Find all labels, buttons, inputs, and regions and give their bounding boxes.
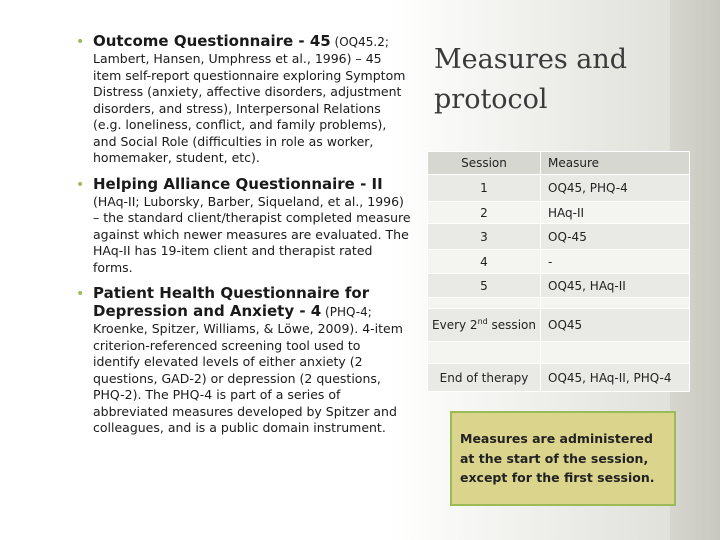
bullet-haq	[76, 175, 411, 277]
protocol-table	[427, 151, 690, 392]
session-cell: 4	[428, 250, 541, 274]
measure-cell: OQ45, HAq-II, PHQ-4	[541, 364, 690, 392]
callout-note: Measures are administered at the start of the session, except for the first session.	[450, 411, 676, 506]
bullet-list	[76, 32, 411, 445]
table-row	[428, 309, 690, 342]
bullet-dot-icon: •	[76, 176, 85, 193]
session-cell: 1	[428, 175, 541, 202]
column-header-measure: Measure	[541, 152, 690, 175]
table-header-row	[428, 152, 690, 175]
table-row	[428, 175, 690, 202]
measure-cell: OQ45, HAq-II	[541, 274, 690, 298]
session-cell: 3	[428, 224, 541, 250]
bullet-body: Lambert, Hansen, Umphress et al., 1996) – 45 item self-report questionnaire exploring Symptom Distress (anxiety, affective disorders, adjustment disorders, and stress), Interpersonal Relations (e.g. loneliness, conflict, and family problems), and Social Role (difficulties in role as worker, homemaker, student, etc).	[93, 51, 406, 165]
measure-cell: OQ-45	[541, 224, 690, 250]
measure-cell: OQ45, PHQ-4	[541, 175, 690, 202]
measure-cell: -	[541, 250, 690, 274]
session-cell: 5	[428, 274, 541, 298]
bullet-title: Helping Alliance Questionnaire - II	[93, 174, 383, 193]
table-row	[428, 224, 690, 250]
column-header-session: Session	[428, 152, 541, 175]
title-line-2: protocol	[434, 84, 548, 115]
table-row	[428, 202, 690, 224]
bullet-dot-icon: •	[76, 286, 85, 302]
bullet-dot-icon: •	[76, 34, 85, 50]
session-cell: Every 2nd session	[428, 309, 541, 342]
table-row	[428, 364, 690, 392]
page-title	[434, 40, 627, 120]
table-row	[428, 250, 690, 274]
bullet-title: Outcome Questionnaire - 45 (OQ45.2;	[93, 32, 389, 50]
table-spacer-row	[428, 342, 690, 364]
session-cell: 2	[428, 202, 541, 224]
measure-cell: OQ45	[541, 309, 690, 342]
bullet-phq4	[76, 284, 411, 437]
table-row	[428, 274, 690, 298]
session-cell: End of therapy	[428, 364, 541, 392]
bullet-title: Patient Health Questionnaire for Depression and Anxiety - 4 (PHQ-4;	[93, 284, 372, 320]
bullet-body: Kroenke, Spitzer, Williams, & Löwe, 2009). 4-item criterion-referenced screening tool used to identify elevated levels of either anxiety (2 questions, GAD-2) or depression (2 questions, PHQ-2). The PHQ-4 is part of a series of abbreviated measures developed by Spitzer and colleagues, and is a public domain instrument.	[93, 321, 403, 435]
bullet-oq45	[76, 32, 411, 167]
measure-cell: HAq-II	[541, 202, 690, 224]
bullet-body: (HAq-II; Luborsky, Barber, Siqueland, et al., 1996) – the standard client/therapist completed measure against which newer measures are evaluated. The HAq-II has 19-item client and therapist rated forms.	[93, 193, 411, 275]
table-spacer-row	[428, 298, 690, 309]
title-line-1: Measures and	[434, 44, 628, 75]
